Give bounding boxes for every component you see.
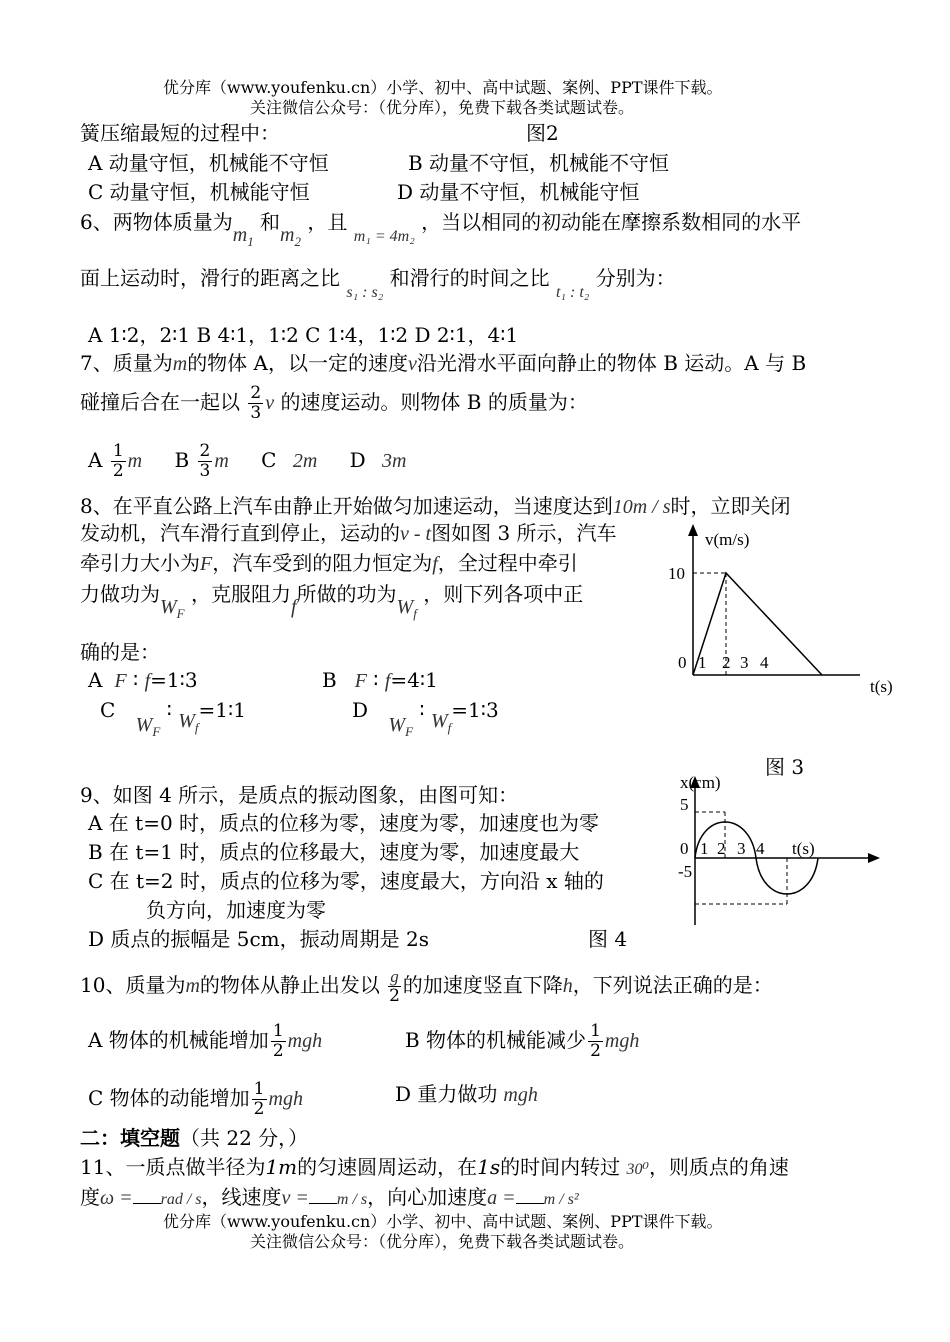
footer-line-1: 优分库（www.youfenku.cn）小学、初中、高中试题、案例、PPT课件下载。 xyxy=(163,1212,723,1231)
q6-stem-line1: 6、两物体质量为$m_1$ 和$m_2$ ，且 $_{m_1 = 4m_2}$ ，当以相同的初动能在摩擦系数相同的水平 xyxy=(80,210,802,249)
q10-option-a: A 物体的机械能增加 $\frac{1}{2}$ mgh xyxy=(88,1021,323,1061)
q8-stem-line2: 发动机，汽车滑行直到停止，运动的v - t图如图 3 所示，汽车 xyxy=(80,521,617,545)
q5-option-d: D 动量不守恒，机械能守恒 xyxy=(397,180,640,204)
q8-stem-line1: 8、在平直公路上汽车由静止开始做匀加速运动，当速度达到10m / s时，立即关闭 xyxy=(80,494,791,518)
q6-options: A 1∶2，2∶1 B 4∶1，1∶2 C 1∶4，1∶2 D 2∶1，4∶1 xyxy=(88,323,519,347)
footer-line-2: 关注微信公众号：（优分库），免费下载各类试题试卷。 xyxy=(250,1232,635,1251)
q8-option-c: C $W_F$ ∶ $W_f=1∶1$ xyxy=(100,698,246,739)
fig4-oscillation-graph xyxy=(670,770,890,930)
q11-stem-line1: 11、一质点做半径为1m的匀速圆周运动，在1s的时间内转过 30⁰，则质点的角速 xyxy=(80,1155,789,1179)
q8-option-a: A F ∶ f=1∶3 xyxy=(88,668,198,692)
fig3-xtick-2: 2 xyxy=(722,653,731,672)
q6-stem-line2: 面上运动时，滑行的距离之比 $_{s_1 : s_2}$ 和滑行的时间之比 $_{t_1 : t_2}$ 分别为： xyxy=(80,266,676,301)
fig3-xtick-4: 4 xyxy=(760,653,769,672)
q8-stem-line4: 力做功为$W_F$ ，克服阻力f所做的功为$W_f$ ，则下列各项中正 xyxy=(80,582,584,621)
q10-option-c: C 物体的动能增加 $\frac{1}{2}$ mgh xyxy=(88,1079,303,1119)
fig4-xtick-3: 3 xyxy=(737,839,746,858)
q7-stem-line1: 7、质量为m的物体 A，以一定的速度v沿光滑水平面向静止的物体 B 运动。A 与 B xyxy=(80,351,807,375)
fig4-ylabel: x(cm) xyxy=(680,773,721,792)
q5-continuation: 簧压缩最短的过程中： xyxy=(80,121,280,145)
fig4-xtick-4: 4 xyxy=(756,839,765,858)
fig2-caption: 图2 xyxy=(526,121,559,145)
q9-stem: 9、如图 4 所示，是质点的振动图象，由图可知： xyxy=(80,783,519,807)
q5-option-b: B 动量不守恒，机械能不守恒 xyxy=(408,151,670,175)
section-2-heading: 二：填空题（共 22 分，） xyxy=(80,1126,309,1150)
q8-stem-line5: 确的是： xyxy=(80,640,160,664)
q11-blank-v[interactable] xyxy=(309,1185,337,1204)
header-line-2: 关注微信公众号：（优分库），免费下载各类试题试卷。 xyxy=(250,98,635,117)
q10-option-d: D 重力做功 mgh xyxy=(395,1082,538,1106)
fig4-xtick-0: 0 xyxy=(680,839,689,858)
fig4-x-arrow xyxy=(868,853,880,863)
fig3-xtick-3: 3 xyxy=(740,653,749,672)
q7-options: A $\frac{1}{2}$ m B $\frac{2}{3}$ m C 2m D 3m xyxy=(88,441,407,481)
fig3-y-arrow xyxy=(688,524,698,536)
q8-stem-line3: 牵引力大小为F，汽车受到的阻力恒定为f，全过程中牵引 xyxy=(80,551,578,575)
header-line-1: 优分库（www.youfenku.cn）小学、初中、高中试题、案例、PPT课件下载。 xyxy=(163,78,723,97)
fig3-velocity-line xyxy=(693,573,822,675)
q11-blank-omega[interactable] xyxy=(133,1185,161,1204)
q8-option-d: D $W_F$ ∶ $W_f=1∶3$ xyxy=(352,698,499,739)
q10-option-b: B 物体的机械能减少 $\frac{1}{2}$ mgh xyxy=(405,1021,640,1061)
q7-stem-line2: 碰撞后合在一起以 $\frac{2}{3}$ v 的速度运动。则物体 B 的质量为： xyxy=(80,383,588,423)
fig4-xlabel: t(s) xyxy=(792,839,815,858)
q9-option-b: B 在 t=1 时，质点的位移最大，速度为零，加速度最大 xyxy=(88,840,580,864)
fig3-xlabel: t(s) xyxy=(870,677,893,696)
fig3-caption: 图 3 xyxy=(765,755,805,779)
q5-option-a: A 动量守恒，机械能不守恒 xyxy=(88,151,329,175)
fig3-xtick-1: 1 xyxy=(698,653,707,672)
fig4-ytick-5: 5 xyxy=(680,795,689,814)
q11-stem-line2: 度ω = rad / s，线速度v = m / s，向心加速度a = m / s² xyxy=(80,1185,579,1209)
fig3-ytick-10: 10 xyxy=(668,564,685,583)
fig4-xtick-2: 2 xyxy=(717,839,726,858)
q9-option-a: A 在 t=0 时，质点的位移为零，速度为零，加速度也为零 xyxy=(88,811,600,835)
q9-option-c: C 在 t=2 时，质点的位移为零，速度最大，方向沿 x 轴的 xyxy=(88,869,604,893)
q11-blank-a[interactable] xyxy=(516,1185,544,1204)
fig3-xtick-0: 0 xyxy=(678,653,687,672)
fig3-ylabel: v(m/s) xyxy=(705,530,750,549)
q9-option-d: D 质点的振幅是 5cm，振动周期是 2s xyxy=(88,927,429,951)
q8-option-b: B F ∶ f=4∶1 xyxy=(322,668,438,692)
fig4-xtick-1: 1 xyxy=(700,839,709,858)
q5-option-c: C 动量守恒，机械能守恒 xyxy=(88,180,310,204)
q9-option-c-cont: 负方向，加速度为零 xyxy=(146,898,326,922)
q10-stem: 10、质量为m的物体从静止出发以 $\frac{g}{2}$ 的加速度竖直下降h，下列说法正确的是： xyxy=(80,967,773,1006)
fig4-ytick-neg5: -5 xyxy=(678,862,693,881)
fig3-vt-graph xyxy=(660,520,900,700)
fig4-caption: 图 4 xyxy=(588,927,628,951)
